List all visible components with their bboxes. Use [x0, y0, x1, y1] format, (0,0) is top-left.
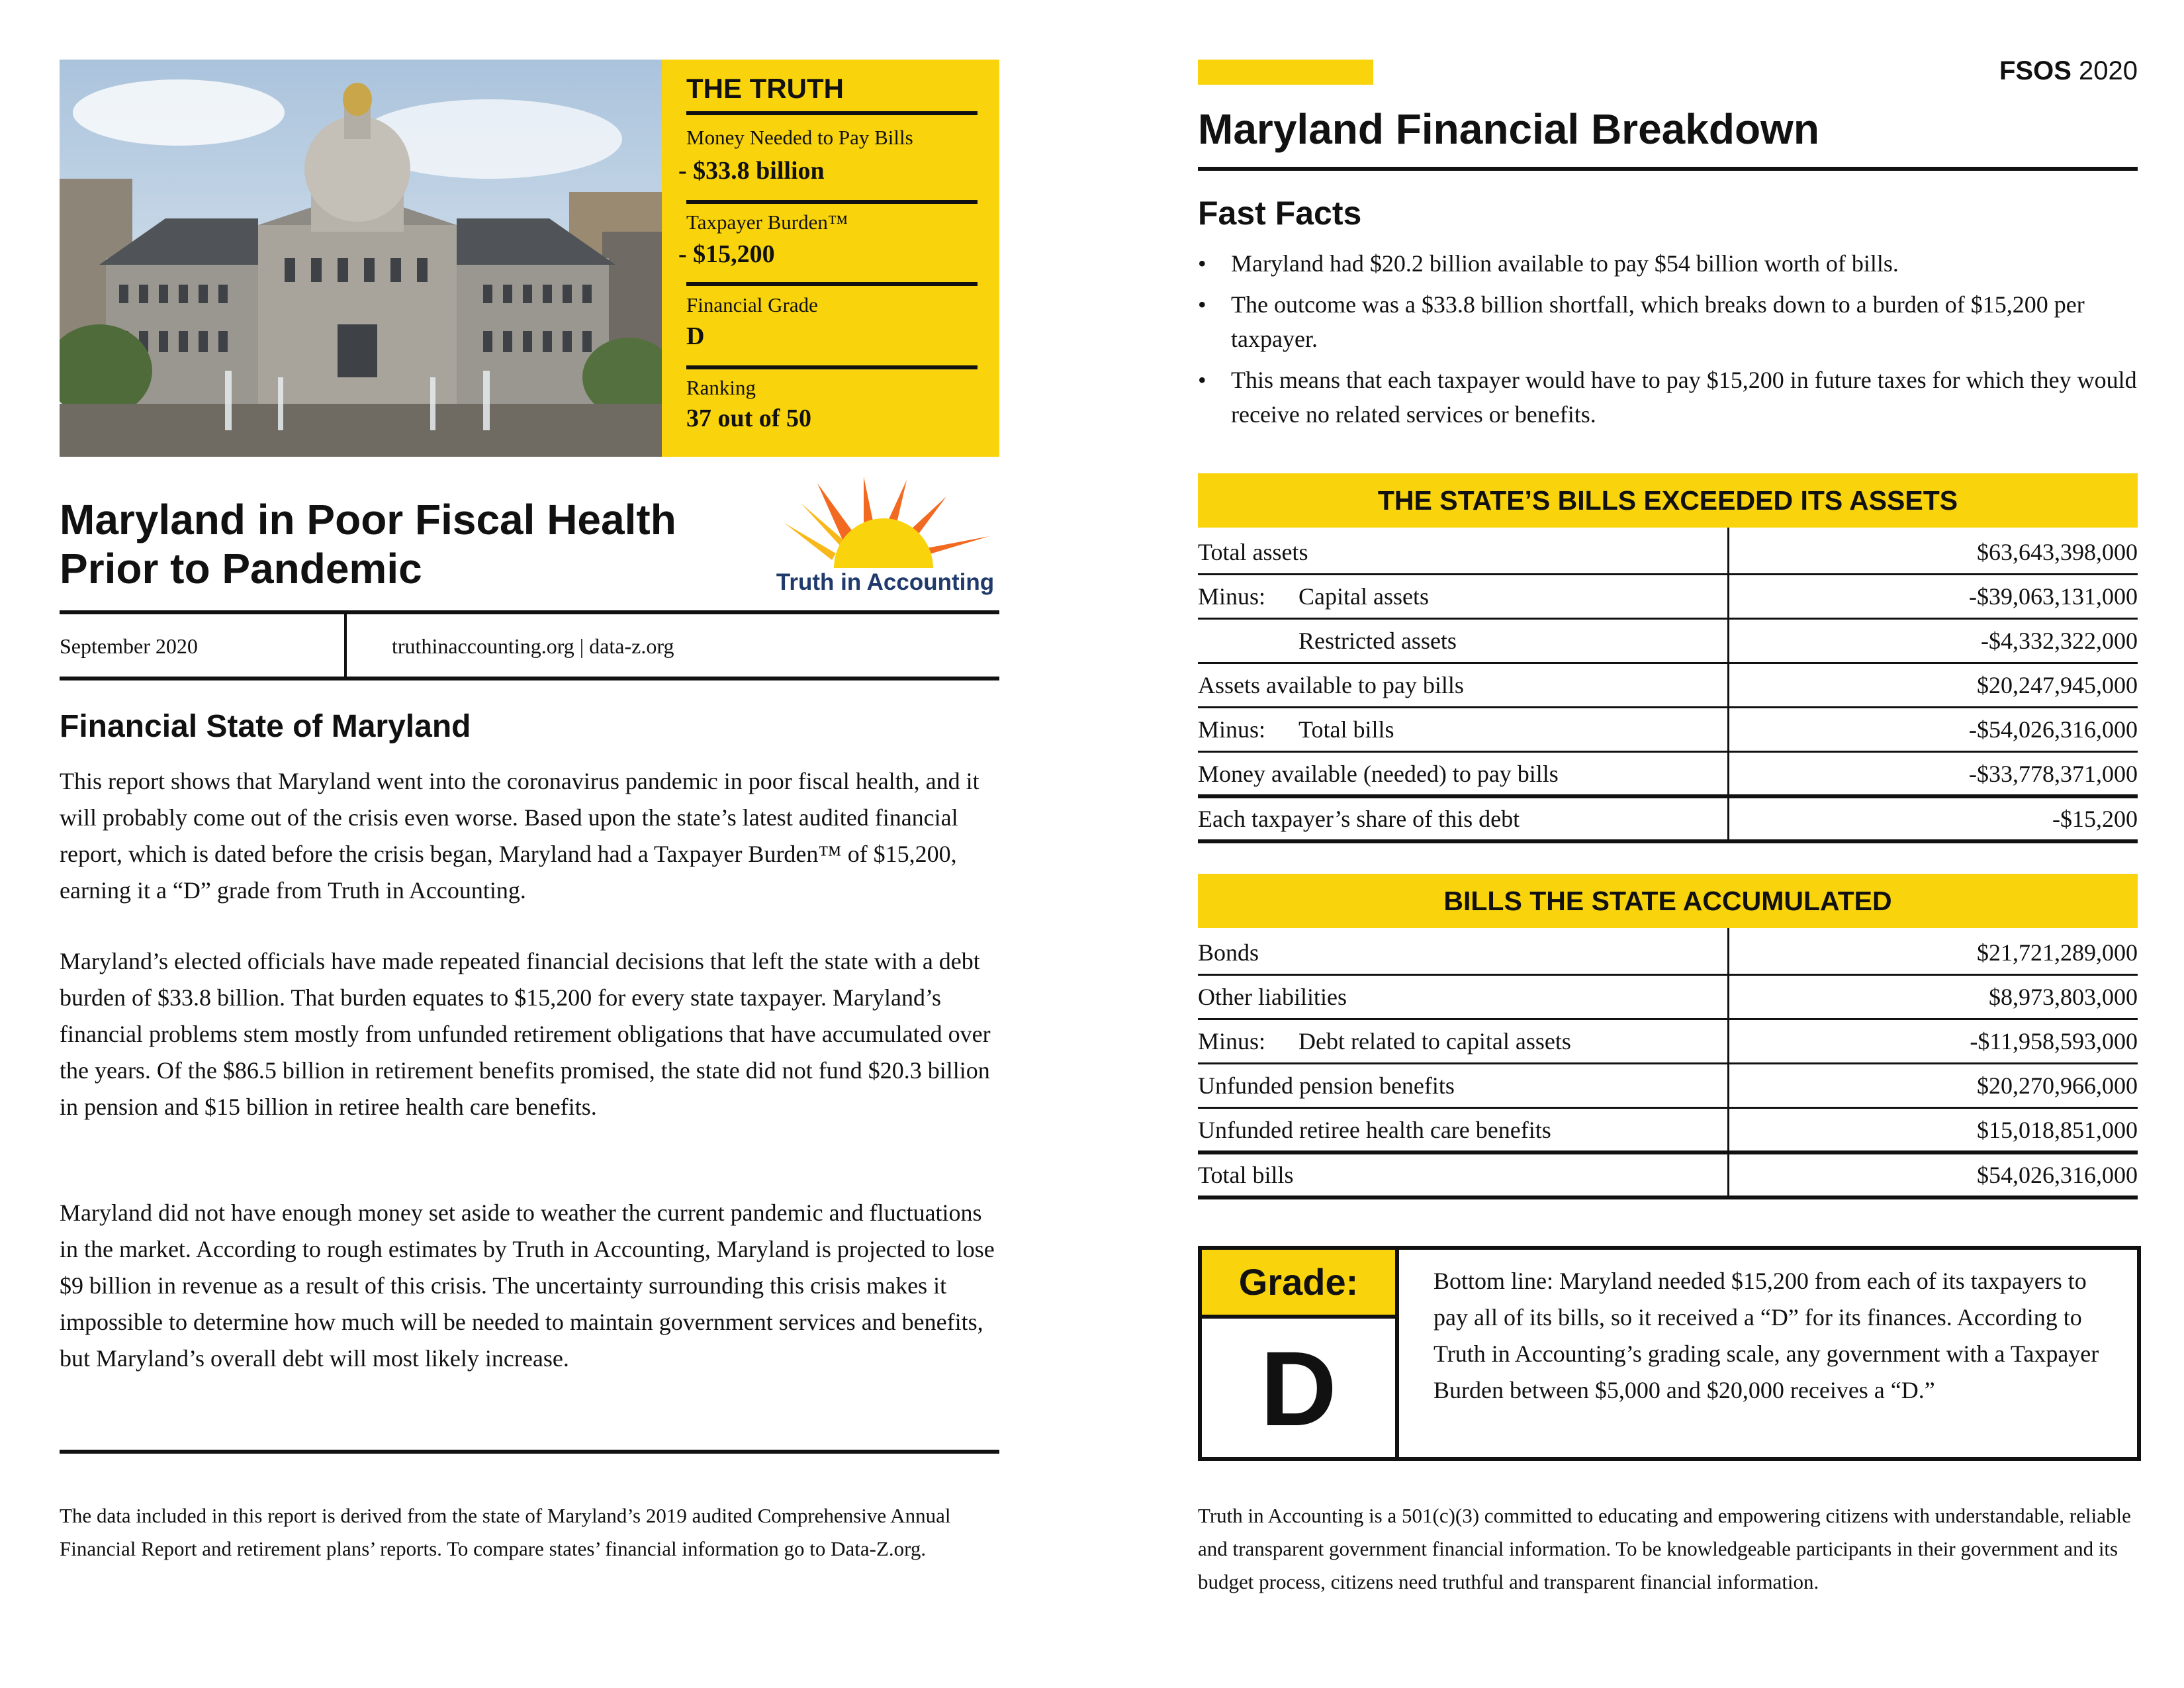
fast-facts-title: Fast Facts: [1198, 195, 1362, 232]
row-amount: $20,270,966,000: [1977, 1072, 2138, 1099]
logo-text: Truth in Accounting: [776, 569, 995, 595]
table-row: [1198, 707, 2138, 751]
fast-fact-1: Maryland had $20.2 billion available to pay $54 billion worth of bills.: [1231, 250, 1899, 277]
row-sublabel: Restricted assets: [1298, 628, 1457, 654]
row-label: Unfunded retiree health care benefits: [1198, 1117, 1551, 1143]
row-amount: -$15,200: [2052, 806, 2138, 832]
bills-table-heading: BILLS THE STATE ACCUMULATED: [1198, 874, 2138, 928]
truth-in-accounting-logo: [771, 477, 999, 596]
table-row: [1198, 1107, 2138, 1152]
row-amount: $63,643,398,000: [1977, 539, 2138, 565]
divider: [686, 200, 978, 204]
row-label: Money available (needed) to pay bills: [1198, 761, 1559, 787]
row-amount: -$33,778,371,000: [1969, 761, 2138, 787]
fast-fact-3: This means that each taxpayer would have to pay $15,200 in future taxes for which they would receive no related services or benefits.: [1231, 367, 2137, 428]
row-amount: $20,247,945,000: [1977, 672, 2138, 698]
divider: [686, 282, 978, 286]
grade-box: [1198, 1246, 2141, 1461]
table-row: [1198, 530, 2138, 574]
table-row: [1198, 1063, 2138, 1107]
breakdown-title: Maryland Financial Breakdown: [1198, 105, 1819, 153]
row-label: Minus:: [1198, 1028, 1266, 1055]
publication-name: FSOS: [1999, 56, 2071, 85]
divider: [1202, 1315, 1395, 1319]
body-paragraph-3: Maryland did not have enough money set aside to weather the current pandemic and fluctuations in the market. According to rough estimates by Truth in Accounting, Maryland is projected to lose $9 billion in revenue as a result of this crisis. The uncertainty surrounding this crisis makes it impossible to determine how much will be needed to maintain government services and benefits, but Maryland’s overall debt will most likely increase.: [60, 1199, 995, 1372]
publication-year: 2020: [2079, 56, 2138, 85]
row-label: Bonds: [1198, 939, 1259, 966]
table-row: [1198, 796, 2138, 841]
row-label: Other liabilities: [1198, 984, 1347, 1010]
row-label: Total bills: [1198, 1162, 1294, 1188]
truth-heading: THE TRUTH: [686, 73, 844, 104]
truth-value-taxpayer-burden: - $15,200: [678, 240, 775, 268]
table-row: [1198, 1019, 2138, 1063]
row-amount: $15,018,851,000: [1977, 1117, 2138, 1143]
divider: [1198, 1196, 2138, 1199]
row-label: Each taxpayer’s share of this debt: [1198, 806, 1520, 832]
fast-fact-2: The outcome was a $33.8 billion shortfall, which breaks down to a burden of $15,200 per taxpayer.: [1231, 291, 2085, 352]
table-row: [1198, 930, 2138, 974]
grade-label: Grade:: [1202, 1250, 1395, 1315]
page-title-line-1: Maryland in Poor Fiscal Health: [60, 496, 676, 543]
row-amount: -$39,063,131,000: [1969, 583, 2138, 610]
section-title: Financial State of Maryland: [60, 709, 471, 744]
truth-value-ranking: 37 out of 50: [686, 404, 811, 432]
table-row: [1198, 1152, 2138, 1197]
row-label: Minus:: [1198, 716, 1266, 743]
row-amount: -$54,026,316,000: [1969, 716, 2138, 743]
publication-label: [1972, 56, 2138, 86]
row-amount: $8,973,803,000: [1989, 984, 2138, 1010]
divider: [60, 610, 999, 614]
bullet-icon: •: [1198, 250, 1206, 277]
truth-label-financial-grade: Financial Grade: [686, 293, 818, 316]
truth-value-money-needed: - $33.8 billion: [678, 157, 825, 185]
page-title: [60, 495, 774, 593]
the-truth-box: [662, 60, 999, 457]
divider: [60, 677, 999, 680]
row-sublabel: Total bills: [1298, 716, 1394, 743]
row-label: Unfunded pension benefits: [1198, 1072, 1455, 1099]
organization-note: Truth in Accounting is a 501(c)(3) committed to educating and empowering citizens with understandable, reliable and transparent government financial information. To be knowledgeable participants in their government and its budget process, citizens need truthful and transparent financial information.: [1198, 1504, 2131, 1593]
grade-explanation: Bottom line: Maryland needed $15,200 from each of its taxpayers to pay all of its bills, so it received a “D” for its finances. According to Truth in Accounting’s grading scale, any government with a Taxpayer Burden between $5,000 and $20,000 receives a “D.”: [1433, 1268, 2099, 1403]
row-sublabel: Debt related to capital assets: [1298, 1028, 1571, 1055]
website-links: truthinaccounting.org | data-z.org: [392, 634, 674, 658]
row-label: Assets available to pay bills: [1198, 672, 1464, 698]
body-paragraph-2: Maryland’s elected officials have made repeated financial decisions that left the state with a debt burden of $33.8 billion. That burden equates to $15,200 for every state taxpayer. Maryland’s financial problems stem mostly from unfunded retirement obligations that have accumulated over the years. Of the $86.5 billion in retirement benefits promised, the state did not fund $20.3 billion in pension and $15 billion in retiree health care benefits.: [60, 948, 991, 1120]
table-row: [1198, 618, 2138, 663]
row-amount: -$11,958,593,000: [1970, 1028, 2138, 1055]
table-row: [1198, 663, 2138, 707]
report-date: September 2020: [60, 634, 198, 658]
divider: [1198, 167, 2138, 171]
row-amount: $54,026,316,000: [1977, 1162, 2138, 1188]
row-sublabel: Capital assets: [1298, 583, 1429, 610]
assets-table-heading: THE STATE’S BILLS EXCEEDED ITS ASSETS: [1198, 473, 2138, 528]
divider: [1198, 839, 2138, 843]
truth-label-money-needed: Money Needed to Pay Bills: [686, 126, 913, 149]
divider: [686, 111, 978, 115]
page-title-line-2: Prior to Pandemic: [60, 545, 422, 592]
divider: [344, 610, 347, 680]
divider: [686, 365, 978, 369]
row-label: Minus:: [1198, 583, 1266, 610]
divider: [1395, 1250, 1399, 1457]
row-label: Total assets: [1198, 539, 1308, 565]
table-row: [1198, 574, 2138, 618]
source-note: The data included in this report is derived from the state of Maryland’s 2019 audited Comprehensive Annual Financial Report and retirement plans’ reports. To compare states’ financial information go to Data-Z.org.: [60, 1504, 951, 1560]
sun-logo-icon: [771, 477, 999, 569]
row-amount: -$4,332,322,000: [1981, 628, 2138, 654]
table-row: [1198, 974, 2138, 1019]
bullet-icon: •: [1198, 367, 1206, 393]
table-row: [1198, 751, 2138, 796]
truth-label-taxpayer-burden: Taxpayer Burden™: [686, 211, 848, 234]
truth-value-financial-grade: D: [686, 322, 705, 350]
grade-letter: D: [1260, 1329, 1337, 1448]
accent-bar: [1198, 60, 1373, 85]
body-paragraph-1: This report shows that Maryland went into the coronavirus pandemic in poor fiscal health, and it will probably come out of the crisis even worse. Based upon the state’s latest audited financial report, which is dated before the crisis began, Maryland had a Taxpayer Burden™ of $15,200, earning it a “D” grade from Truth in Accounting.: [60, 768, 979, 904]
bullet-icon: •: [1198, 291, 1206, 318]
divider: [60, 1450, 999, 1454]
row-amount: $21,721,289,000: [1977, 939, 2138, 966]
truth-label-ranking: Ranking: [686, 376, 756, 399]
state-house-photo: [60, 60, 662, 457]
